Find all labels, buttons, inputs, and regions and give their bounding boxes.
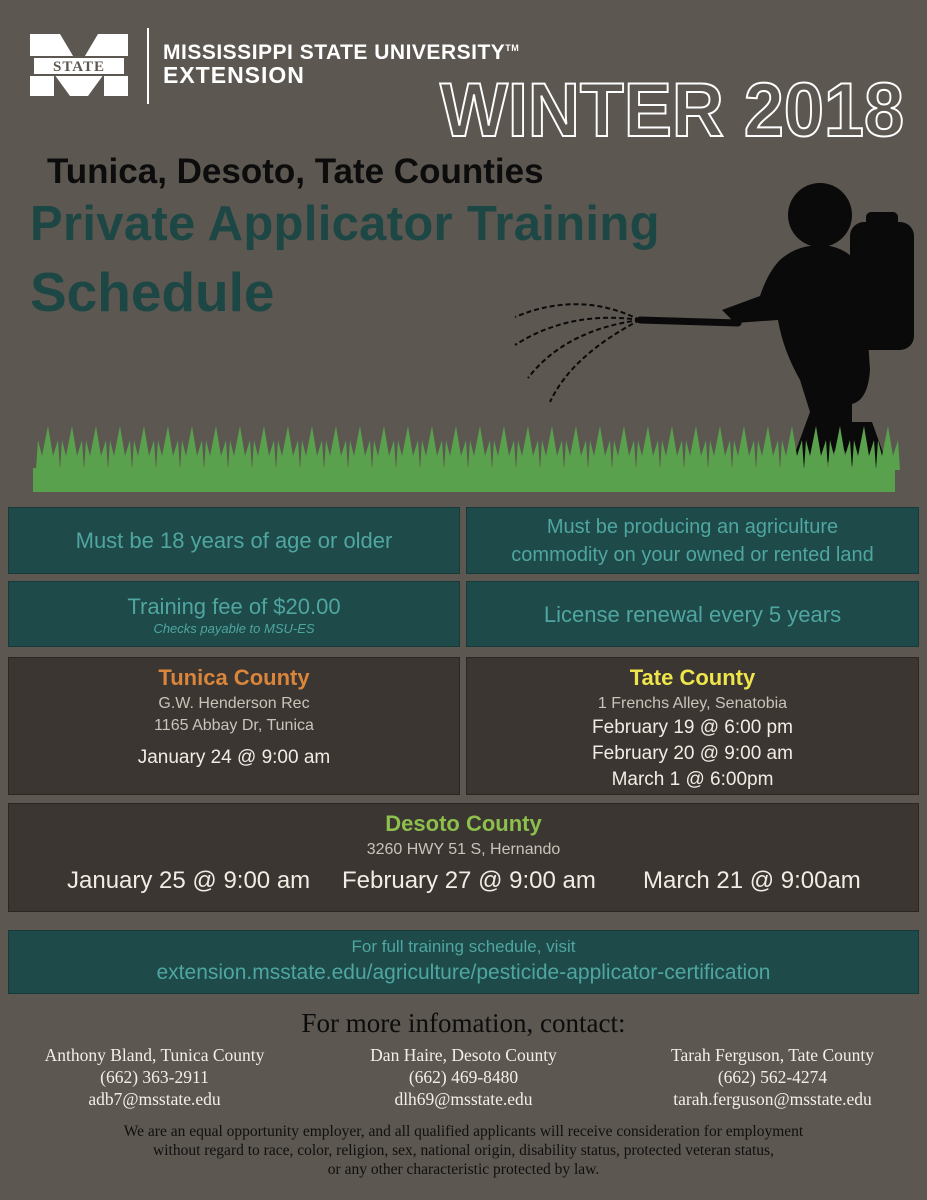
grass-tuft: [204, 426, 228, 470]
tunica-county-box: [8, 657, 460, 795]
contact-name: Anthony Bland, Tunica County: [44, 1045, 265, 1065]
grass-tuft: [252, 426, 276, 470]
trademark: TM: [505, 43, 520, 53]
contact-tunica: [0, 1044, 309, 1110]
tunica-venue: G.W. Henderson Rec: [158, 695, 310, 712]
website-box: [8, 930, 919, 994]
eeo-line-2: without regard to race, color, religion, sex, national origin, disability status, protected veteran status,: [153, 1142, 774, 1159]
grass-tuft: [180, 426, 204, 470]
tate-date-1: February 19 @ 6:00 pm: [592, 717, 793, 738]
eeo-line-3: or any other characteristic protected by law.: [327, 1161, 600, 1178]
desoto-date-1: January 25 @ 9:00 am: [67, 867, 311, 894]
grass-tuft: [324, 426, 348, 470]
desoto-date-3: March 21 @ 9:00am: [643, 867, 861, 894]
grass-tuft: [564, 426, 588, 470]
commodity-line1: Must be producing an agriculture: [546, 515, 839, 538]
contact-email[interactable]: tarah.ferguson@msstate.edu: [673, 1089, 872, 1109]
extension-name: EXTENSION: [163, 62, 305, 88]
season-text: WINTER 2018: [440, 72, 904, 146]
renewal-requirement: [466, 581, 919, 647]
spray-wand: [515, 304, 738, 402]
contact-desoto: [309, 1044, 618, 1110]
age-requirement: [8, 507, 460, 574]
grass-tuft: [708, 426, 732, 470]
grass-tuft: [276, 426, 300, 470]
counties-title: Tunica, Desoto, Tate Counties: [47, 152, 544, 191]
grass-tuft: [588, 426, 612, 470]
grass-tuft: [84, 426, 108, 470]
university-name: [163, 36, 519, 65]
contact-email[interactable]: adb7@msstate.edu: [88, 1089, 221, 1109]
contact-name: Dan Haire, Desoto County: [370, 1045, 557, 1065]
sprayer-silhouette-icon: [722, 183, 914, 472]
tate-county-box: [466, 657, 919, 795]
grass-tuft: [492, 426, 516, 470]
website-link[interactable]: extension.msstate.edu/agriculture/pesticide-applicator-certification: [156, 961, 771, 984]
tunica-county-name: Tunica County: [158, 665, 310, 690]
commodity-line2: commodity on your owned or rented land: [511, 543, 874, 566]
contact-title: For more infomation, contact:: [301, 1008, 626, 1038]
university-name-text: MISSISSIPPI STATE UNIVERSITY: [163, 41, 506, 64]
grass-tuft: [348, 426, 372, 470]
grass-tuft: [444, 426, 468, 470]
desoto-county-name: Desoto County: [385, 811, 542, 836]
schedule-title: Schedule: [30, 261, 275, 323]
tunica-date-1: January 24 @ 9:00 am: [137, 747, 331, 768]
contact-phone: (662) 469-8480: [408, 1067, 519, 1087]
grass-tuft: [780, 426, 804, 470]
tate-address: 1 Frenchs Alley, Senatobia: [597, 695, 788, 712]
tate-date-2: February 20 @ 9:00 am: [592, 743, 793, 764]
contact-phone: (662) 363-2911: [100, 1067, 209, 1087]
grass-tuft: [468, 426, 492, 470]
grass-tuft: [540, 426, 564, 470]
program-title: Private Applicator Training: [30, 197, 660, 251]
renewal-text: License renewal every 5 years: [543, 601, 842, 627]
tate-county-name: Tate County: [629, 665, 756, 690]
eeo-line-1: We are an equal opportunity employer, and all qualified applicants will receive consideration for employment: [123, 1123, 804, 1140]
grass-tuft: [36, 426, 60, 470]
grass-tuft: [420, 426, 444, 470]
grass-icon: [33, 426, 900, 492]
desoto-county-box: [8, 803, 919, 912]
contact-email[interactable]: dlh69@msstate.edu: [394, 1089, 533, 1109]
grass-tuft: [516, 426, 540, 470]
fee-requirement: [8, 581, 460, 647]
msu-logo: [28, 30, 130, 100]
tate-date-3: March 1 @ 6:00pm: [611, 769, 774, 790]
contact-name: Tarah Ferguson, Tate County: [671, 1045, 874, 1065]
eeo-statement: [60, 1122, 867, 1179]
grass-tuft: [396, 426, 420, 470]
contact-phone: (662) 562-4274: [717, 1067, 828, 1087]
grass-tuft: [300, 426, 324, 470]
commodity-requirement: [466, 507, 919, 574]
season-title: [438, 72, 908, 146]
grass-tuft: [372, 426, 396, 470]
grass-tuft: [756, 426, 780, 470]
grass-tuft: [684, 426, 708, 470]
grass-tuft: [732, 426, 756, 470]
grass-tuft: [132, 426, 156, 470]
desoto-address: 3260 HWY 51 S, Hernando: [366, 841, 561, 858]
grass-tuft: [660, 426, 684, 470]
logo-text: STATE: [53, 59, 105, 75]
grass-tuft: [60, 426, 84, 470]
grass-tuft: [228, 426, 252, 470]
grass-tuft: [876, 426, 900, 470]
fee-text: Training fee of $20.00: [127, 593, 341, 619]
age-requirement-text: Must be 18 years of age or older: [75, 528, 393, 553]
grass-tuft: [612, 426, 636, 470]
grass-tuft: [108, 426, 132, 470]
contact-tate: [618, 1044, 927, 1110]
logo-divider: [147, 28, 149, 104]
website-label: For full training schedule, visit: [351, 937, 576, 956]
desoto-date-2: February 27 @ 9:00 am: [342, 867, 596, 894]
fee-note: Checks payable to MSU-ES: [153, 620, 315, 636]
grass-tuft: [636, 426, 660, 470]
tunica-address: 1165 Abbay Dr, Tunica: [154, 717, 314, 734]
grass-tuft: [156, 426, 180, 470]
